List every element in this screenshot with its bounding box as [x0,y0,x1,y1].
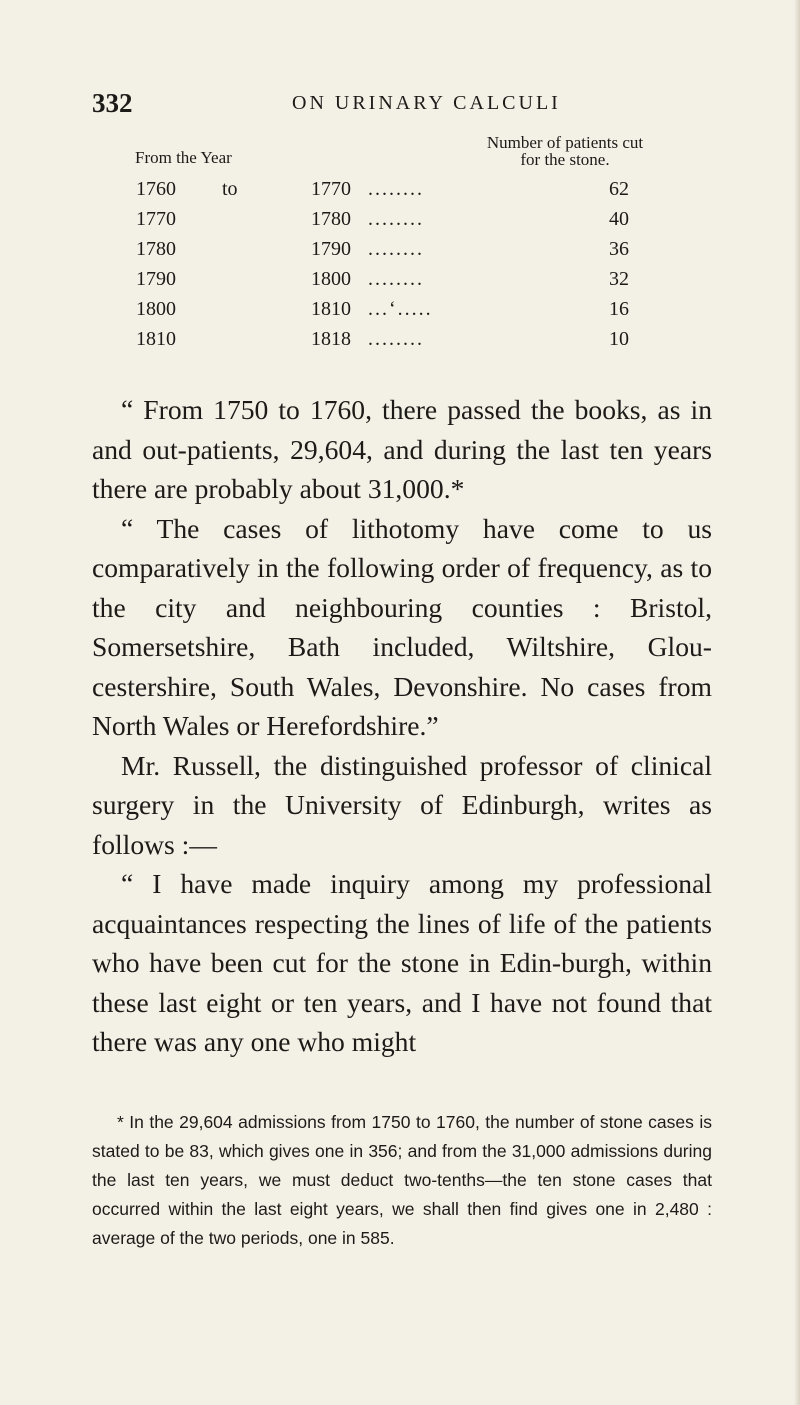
footnote-text: * In the 29,604 admissions from 1750 to 1760, the number of stone cases is stated to be 83, which gives one in 356; and from the 31,000 admissions during the last ten years, we must deduct two-tenths—the ten stone cases that occurred within the last eight years, we shall then find gives one in 2,480 : average of the two periods, one in 585. [92,1112,712,1248]
row-count: 10 [609,328,629,350]
row-to-year: 1810 [311,298,351,320]
row-count: 32 [609,268,629,290]
row-to-word: to [222,178,238,200]
table-header-number [455,134,675,168]
paragraph: “ The cases of lithotomy have come to us comparatively in the following order of frequency, as to the city and neighbouring counties : Bristol, Somersetshire, Bath included, Wiltshire, Glou-cestershire, South Wales, Devonshire. No cases from North Wales or Herefordshire.” [92,512,712,741]
row-from-year: 1800 [136,298,176,320]
row-from-year: 1770 [136,208,176,230]
page-number: 332 [92,88,133,118]
row-count: 36 [609,238,629,260]
row-leader-dots: ........ [368,328,424,350]
row-leader-dots: ........ [368,268,424,290]
table-row [136,178,636,202]
row-to-year: 1780 [311,208,351,230]
row-to-year: 1790 [311,238,351,260]
table-row [136,208,636,232]
table-row [136,328,636,352]
row-count: 62 [609,178,629,200]
row-to-year: 1818 [311,328,351,350]
running-head: ON URINARY CALCULI [292,92,561,114]
paragraph: “ I have made inquiry among my professional acquaintances respecting the lines of life of the patients who have been cut for the stone in Edin-burgh, within these last eight or ten years, and I have not found that there was any one who might [92,868,712,1057]
row-from-year: 1810 [136,328,176,350]
table-row [136,268,636,292]
row-to-year: 1770 [311,178,351,200]
page-edge-shadow [794,0,800,1405]
page-header [92,88,732,122]
row-from-year: 1790 [136,268,176,290]
row-from-year: 1760 [136,178,176,200]
paragraph: Mr. Russell, the distinguished professor of clinical surgery in the University of Edinburgh, writes as follows :— [92,749,712,860]
table-header-number-line1: Number of patients cut [486,133,644,152]
row-to-year: 1800 [311,268,351,290]
table-row [136,298,636,322]
row-leader-dots: ........ [368,178,424,200]
row-leader-dots: ........ [368,208,424,230]
table-header-from: From the Year [135,148,232,167]
footnote [92,1108,712,1253]
paragraph: “ From 1750 to 1760, there passed the books, as in and out-patients, 29,604, and during the last ten years there are probably about 31,000.* [92,394,712,504]
row-leader-dots: ........ [368,238,424,260]
row-count: 40 [609,208,629,230]
table-header-number-line2: for the stone. [520,150,610,169]
row-leader-dots: ...‘..... [368,298,433,320]
body-text [92,390,712,1062]
table-row [136,238,636,262]
row-count: 16 [609,298,629,320]
row-from-year: 1780 [136,238,176,260]
